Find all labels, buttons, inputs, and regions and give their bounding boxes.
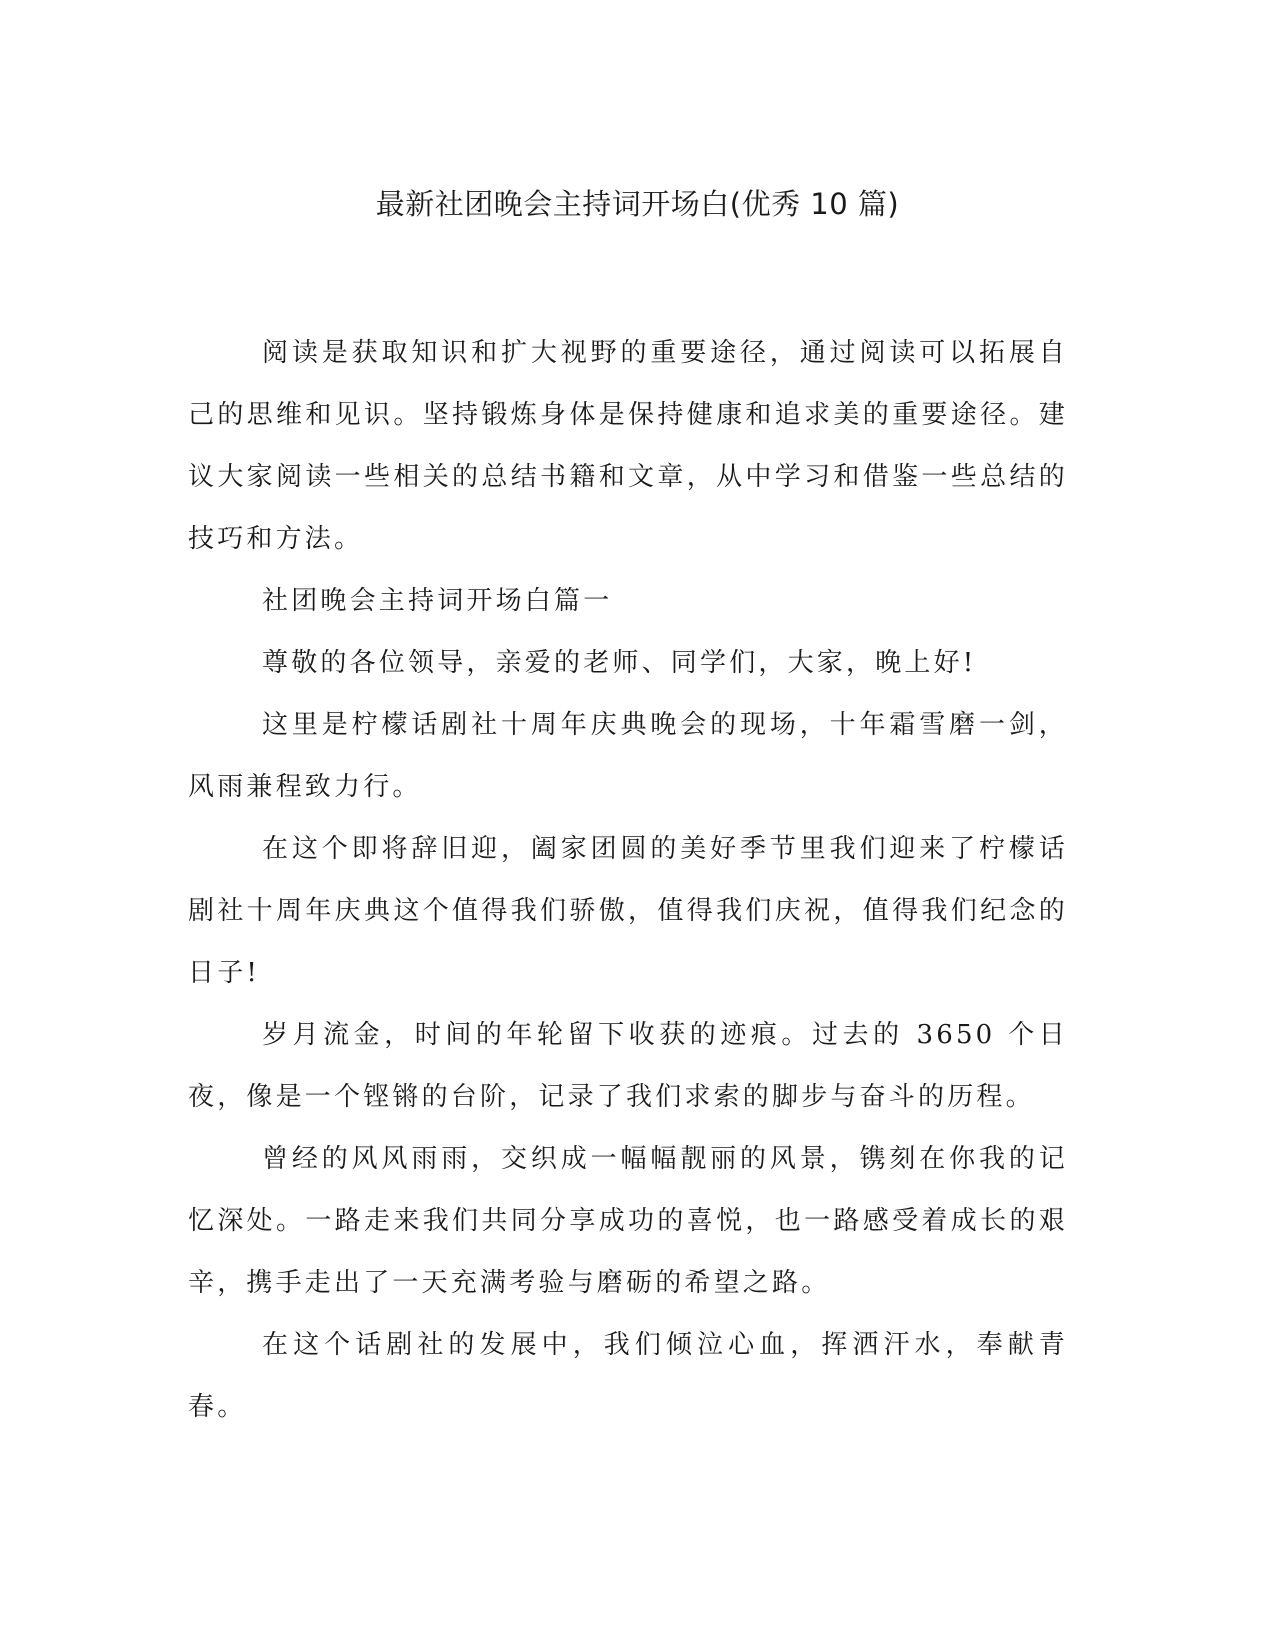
paragraph: 在这个即将辞旧迎，阖家团圆的美好季节里我们迎来了柠檬话剧社十周年庆典这个值得我们骄傲，值得我们庆祝，值得我们纪念的日子! xyxy=(188,834,1068,988)
paragraph-greeting: 尊敬的各位领导，亲爱的老师、同学们，大家，晚上好! xyxy=(262,648,977,678)
document-title: 最新社团晚会主持词开场白(优秀 10 篇) xyxy=(375,187,900,221)
paragraph: 这里是柠檬话剧社十周年庆典晚会的现场，十年霜雪磨一剑，风雨兼程致力行。 xyxy=(188,710,1068,802)
paragraph: 岁月流金，时间的年轮留下收获的迹痕。过去的 3650 个日夜，像是一个铿锵的台阶，记录了我们求索的脚步与奋斗的历程。 xyxy=(188,1020,1068,1112)
paragraph-intro: 阅读是获取知识和扩大视野的重要途径，通过阅读可以拓展自己的思维和见识。坚持锻炼身体是保持健康和追求美的重要途径。建议大家阅读一些相关的总结书籍和文章，从中学习和借鉴一些总结的技巧和方法。 xyxy=(188,338,1068,554)
paragraph: 曾经的风风雨雨，交织成一幅幅靓丽的风景，镌刻在你我的记忆深处。一路走来我们共同分享成功的喜悦，也一路感受着成长的艰辛，携手走出了一天充满考验与磨砺的希望之路。 xyxy=(188,1144,1068,1298)
document-body xyxy=(188,322,1068,1438)
section-heading: 社团晚会主持词开场白篇一 xyxy=(262,586,613,616)
paragraph: 在这个话剧社的发展中，我们倾泣心血，挥洒汗水，奉献青春。 xyxy=(188,1330,1068,1422)
